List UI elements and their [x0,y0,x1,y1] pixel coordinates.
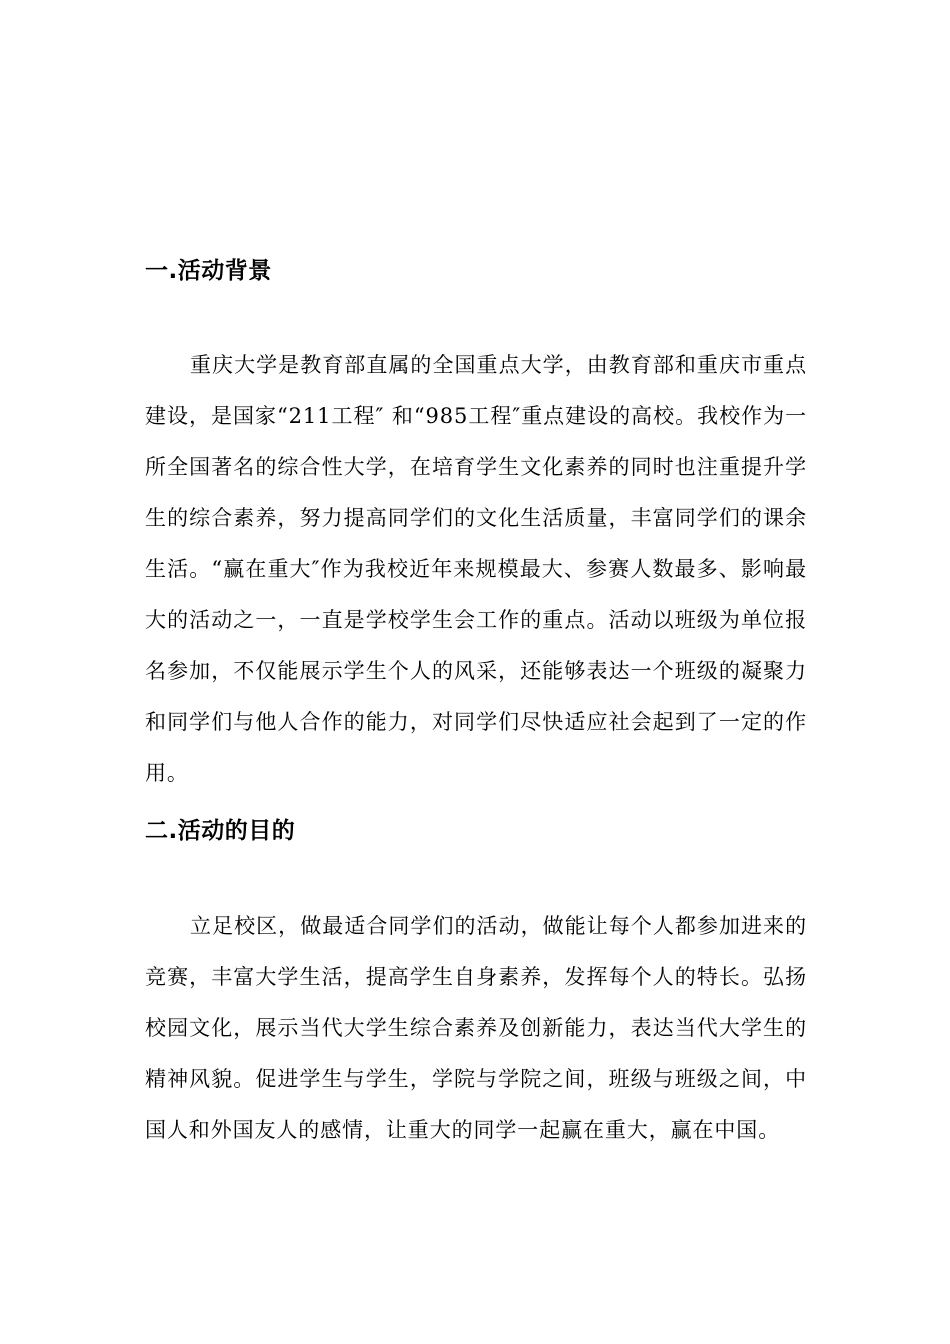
section-paragraph-purpose: 立足校区，做最适合同学们的活动，做能让每个人都参加进来的竞赛，丰富大学生活，提高学生自身素养，发挥每个人的特长。弘扬校园文化，展示当代大学生综合素养及创新能力，表达当代大学生的精神风貌。促进学生与学生，学院与学院之间，班级与班级之间，中国人和外国友人的感情，让重大的同学一起赢在重大，赢在中国。 [145,914,807,1142]
section-heading-purpose: 二.活动的目的 [145,818,296,844]
section-paragraph-background: 重庆大学是教育部直属的全国重点大学，由教育部和重庆市重点建设，是国家“211工程″ 和“985工程″重点建设的高校。我校作为一所全国著名的综合性大学，在培育学生文化素养的同时也注重提升学生的综合素养，努力提高同学们的文化生活质量，丰富同学们的课余生活。“赢在重大″作为我校近年来规模最大、参赛人数最多、影响最大的活动之一，一直是学校学生会工作的重点。活动以班级为单位报名参加，不仅能展示学生个人的风采，还能够表达一个班级的凝聚力和同学们与他人合作的能力，对同学们尽快适应社会起到了一定的作用。 [145,353,807,785]
section-heading-background: 一.活动背景 [145,258,272,284]
